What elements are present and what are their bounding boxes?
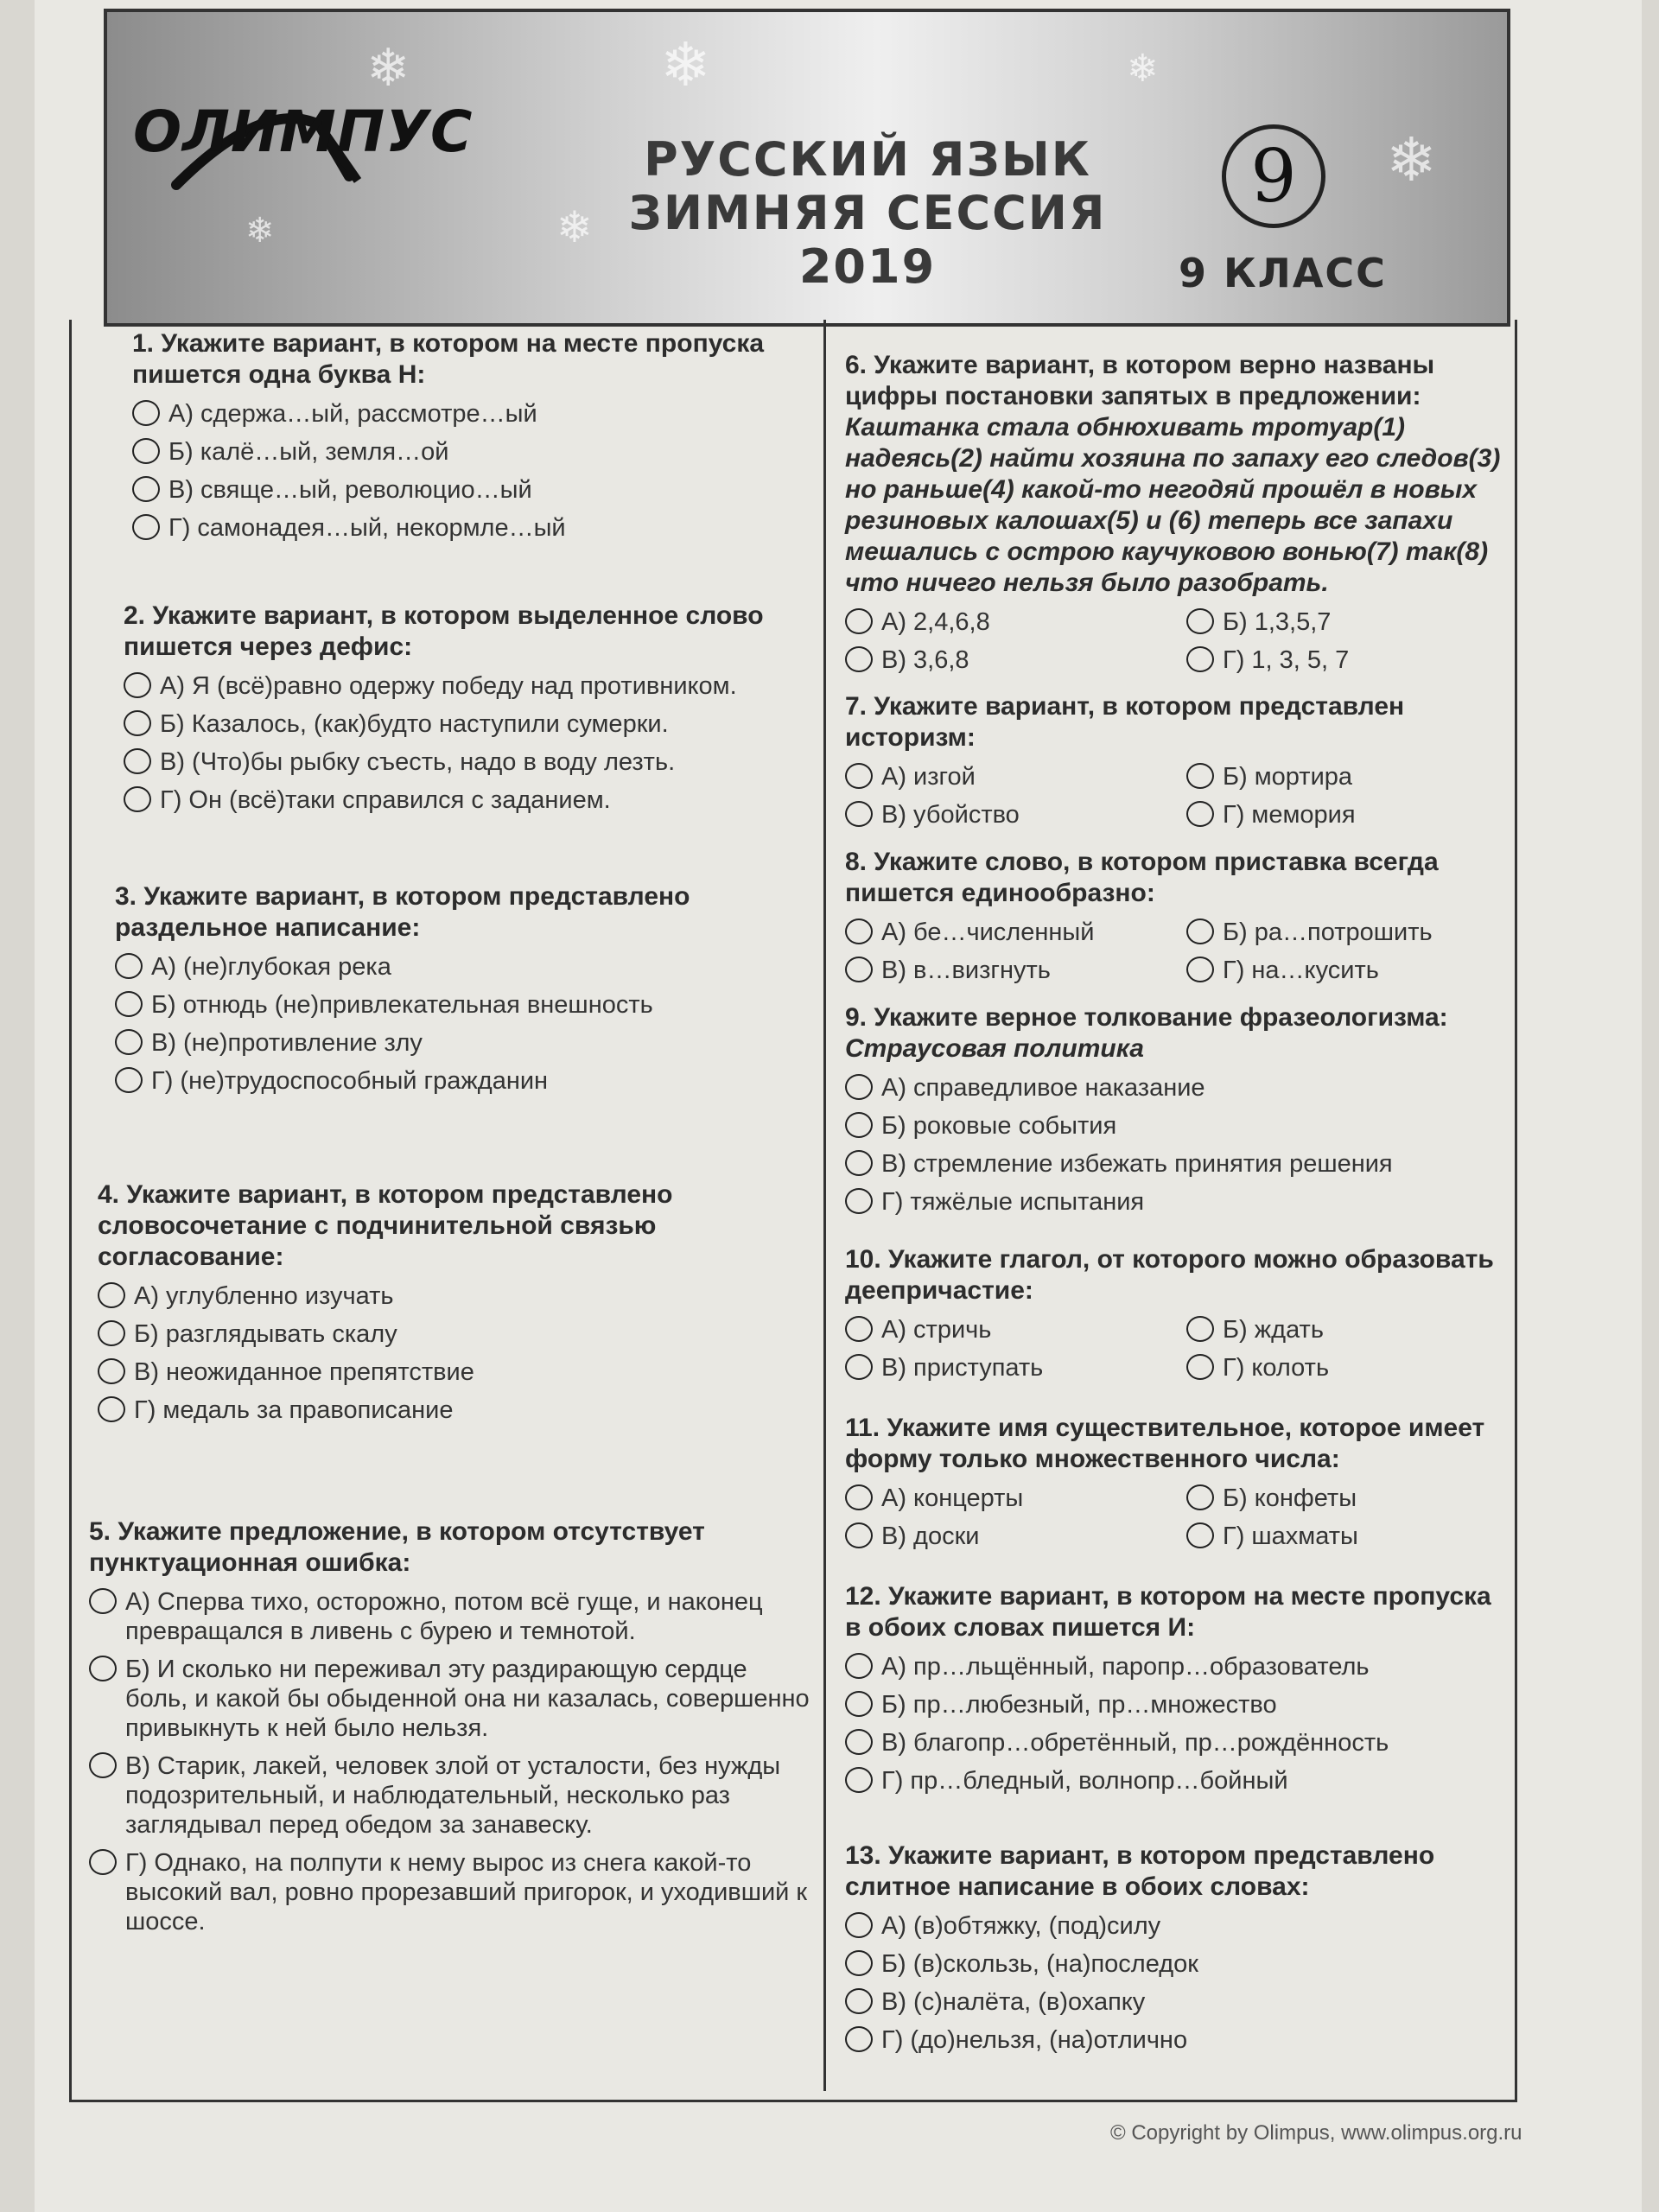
radio-circle[interactable] [124,786,151,812]
question-13 [845,1840,1510,2055]
option-b[interactable]: Б) (в)скользь, (на)последок [845,1949,1510,1979]
option-a[interactable]: А) Я (всё)равно одержу победу над противником. [124,671,815,701]
radio-circle[interactable] [89,1752,117,1778]
radio-circle[interactable] [845,801,873,827]
question-2 [124,601,815,815]
radio-circle[interactable] [1186,1522,1214,1548]
option-g[interactable]: Г) Он (всё)таки справился с заданием. [124,785,815,815]
option-v[interactable]: В) свяще…ый, революцио…ый [132,475,815,505]
radio-circle[interactable] [845,957,873,982]
options-grid [845,909,1510,985]
options-grid [845,1475,1510,1551]
option-v[interactable]: В) убойство [845,800,1169,830]
snowflake-icon: ❄ [1127,47,1159,91]
question-6 [845,350,1510,675]
question-title: 13. Укажите вариант, в котором представлено слитное написание в обоих словах: [845,1841,1435,1901]
option-g[interactable]: Г) 1, 3, 5, 7 [1186,645,1510,675]
question-3 [115,881,815,1096]
option-g[interactable]: Г) колоть [1186,1353,1510,1382]
option-b[interactable]: Б) отнюдь (не)привлекательная внешность [115,990,815,1020]
snowflake-icon: ❄ [660,29,711,100]
option-a[interactable]: А) сдержа…ый, рассмотре…ый [132,399,815,429]
column-divider [823,320,826,2091]
radio-circle[interactable] [845,1354,873,1380]
radio-circle[interactable] [98,1282,125,1308]
option-g[interactable]: Г) (не)трудоспособный гражданин [115,1066,815,1096]
radio-circle[interactable] [1186,646,1214,672]
question-title: 12. Укажите вариант, в котором на месте пропуска в обоих словах пишется И: [845,1582,1491,1642]
option-a[interactable]: А) пр…льщённый, паропр…образователь [845,1652,1510,1681]
radio-circle[interactable] [124,748,151,774]
question-4 [98,1179,806,1425]
question-title: 4. Укажите вариант, в котором представлено словосочетание с подчинительной связью согласование: [98,1180,673,1271]
radio-circle[interactable] [98,1358,125,1384]
option-b[interactable]: Б) разглядывать скалу [98,1319,806,1349]
option-b[interactable]: Б) роковые события [845,1111,1510,1141]
option-b[interactable]: Б) мортира [1186,762,1510,791]
option-a[interactable]: А) изгой [845,762,1169,791]
snowflake-icon: ❄ [245,211,275,251]
radio-circle[interactable] [1186,763,1214,789]
option-g[interactable]: Г) мемория [1186,800,1510,830]
radio-circle[interactable] [124,710,151,736]
radio-circle[interactable] [845,1112,873,1138]
radio-circle[interactable] [132,438,160,464]
question-title: 8. Укажите слово, в котором приставка всегда пишется единообразно: [845,848,1439,907]
question-title: 10. Укажите глагол, от которого можно образовать деепричастие: [845,1245,1494,1305]
session-title: ЗИМНЯЯ СЕССИЯ [628,186,1107,240]
radio-circle[interactable] [845,1074,873,1100]
year-title: 2019 [798,239,937,294]
radio-circle[interactable] [845,1912,873,1938]
radio-circle[interactable] [845,1988,873,2014]
radio-circle[interactable] [845,918,873,944]
question-phrase: Страусовая политика [845,1034,1144,1063]
option-a[interactable]: А) бе…численный [845,918,1169,947]
radio-circle[interactable] [845,1150,873,1176]
radio-circle[interactable] [845,1653,873,1679]
option-v[interactable]: В) (Что)бы рыбку съесть, надо в воду лезть. [124,747,815,777]
option-a[interactable]: А) (не)глубокая река [115,952,815,982]
radio-circle[interactable] [845,1767,873,1793]
radio-circle[interactable] [115,1029,143,1055]
option-b[interactable]: Б) конфеты [1186,1484,1510,1513]
snowflake-icon: ❄ [1386,124,1437,195]
option-a[interactable]: А) углубленно изучать [98,1281,806,1311]
snowflake-icon: ❄ [366,38,410,99]
question-5 [89,1516,815,1936]
option-v[interactable]: В) (с)налёта, (в)охапку [845,1987,1510,2017]
option-g[interactable]: Г) шахматы [1186,1522,1510,1551]
grade-label: 9 КЛАСС [1179,250,1387,296]
radio-circle[interactable] [845,763,873,789]
option-a[interactable]: А) концерты [845,1484,1169,1513]
option-b[interactable]: Б) ждать [1186,1315,1510,1344]
radio-circle[interactable] [98,1320,125,1346]
grade-number: 9 [1222,124,1325,228]
radio-circle[interactable] [845,1691,873,1717]
radio-circle[interactable] [1186,957,1214,982]
title-block [626,133,1109,294]
questions-area [69,320,1517,2102]
option-b[interactable]: Б) пр…любезный, пр…множество [845,1690,1510,1719]
radio-circle[interactable] [845,608,873,634]
radio-circle[interactable] [1186,608,1214,634]
option-b[interactable]: Б) И сколько ни переживал эту раздирающую сердце боль, и какой бы обыденной она ни казалась, совершенно привыкнуть к ней было нельзя. [89,1655,815,1743]
radio-circle[interactable] [115,991,143,1017]
question-9 [845,1002,1510,1217]
question-1 [132,328,815,543]
option-a[interactable]: А) справедливое наказание [845,1073,1510,1103]
option-a[interactable]: А) 2,4,6,8 [845,607,1169,637]
question-12 [845,1581,1510,1796]
radio-circle[interactable] [845,646,873,672]
option-v[interactable]: В) 3,6,8 [845,645,1169,675]
radio-circle[interactable] [115,1067,143,1093]
radio-circle[interactable] [1186,918,1214,944]
radio-circle[interactable] [845,1950,873,1976]
option-v[interactable]: В) доски [845,1522,1169,1551]
radio-circle[interactable] [845,1484,873,1510]
option-v[interactable]: В) стремление избежать принятия решения [845,1149,1510,1179]
radio-circle[interactable] [845,2026,873,2052]
subject-title: РУССКИЙ ЯЗЫК [644,132,1091,187]
option-v[interactable]: В) (не)противление злу [115,1028,815,1058]
question-sentence: Каштанка стала обнюхивать тротуар(1) надеясь(2) найти хозяина по запаху его следов(3) но раньше(4) какой-то негодяй прошёл в новых резиновых калошах(5) и (6) теперь все запахи мешались с острою каучуковою вонью(7) так(8) что ничего нельзя было разобрать. [845,413,1501,597]
option-v[interactable]: В) благопр…обретённый, пр…рождённость [845,1728,1510,1758]
option-a[interactable]: А) стричь [845,1315,1169,1344]
question-title: 7. Укажите вариант, в котором представлен историзм: [845,692,1405,752]
radio-circle[interactable] [89,1656,117,1681]
option-a[interactable]: А) Сперва тихо, осторожно, потом всё гуще, и наконец превращался в ливень с бурею и темнотой. [89,1587,815,1646]
radio-circle[interactable] [124,672,151,698]
answer-sheet [35,0,1642,2212]
option-g[interactable]: Г) тяжёлые испытания [845,1187,1510,1217]
options-grid [845,599,1510,675]
radio-circle[interactable] [1186,1484,1214,1510]
snowflake-icon: ❄ [556,202,593,252]
option-g[interactable]: Г) на…кусить [1186,956,1510,985]
option-v[interactable]: В) неожиданное препятствие [98,1357,806,1387]
option-g[interactable]: Г) самонадея…ый, некормле…ый [132,513,815,543]
radio-circle[interactable] [1186,1316,1214,1342]
radio-circle[interactable] [132,476,160,502]
question-title: 11. Укажите имя существительное, которое имеет форму только множественного числа: [845,1414,1485,1473]
option-a[interactable]: А) (в)обтяжку, (под)силу [845,1911,1510,1941]
option-g[interactable]: Г) Однако, на полпути к нему вырос из снега какой-то высокий вал, ровно прорезавший пригорок, и уходивший к шоссе. [89,1848,815,1936]
radio-circle[interactable] [1186,801,1214,827]
radio-circle[interactable] [89,1849,117,1875]
question-title: 3. Укажите вариант, в котором представлено раздельное написание: [115,882,690,942]
copyright-footer: © Copyright by Olimpus, www.olimpus.org.ru [1110,2121,1522,2145]
radio-circle[interactable] [132,400,160,426]
option-g[interactable]: Г) медаль за правописание [98,1395,806,1425]
question-title: 1. Укажите вариант, в котором на месте пропуска пишется одна буква Н: [132,329,765,389]
radio-circle[interactable] [845,1188,873,1214]
header-banner [104,9,1510,327]
options-grid [845,753,1510,830]
radio-circle[interactable] [1186,1354,1214,1380]
option-v[interactable]: В) в…визгнуть [845,956,1169,985]
question-11 [845,1413,1510,1551]
question-title: 6. Укажите вариант, в котором верно названы цифры постановки запятых в предложении: [845,351,1435,410]
logo-text: ОЛИМПУС [133,99,474,165]
option-v[interactable]: В) Старик, лакей, человек злой от усталости, без нужды подозрительный, и наблюдательный, несколько раз заглядывал перед обедом за занавеску. [89,1751,815,1840]
question-10 [845,1244,1510,1382]
question-title: 5. Укажите предложение, в котором отсутствует пунктуационная ошибка: [89,1517,705,1577]
radio-circle[interactable] [845,1316,873,1342]
question-title: 2. Укажите вариант, в котором выделенное слово пишется через дефис: [124,601,764,661]
radio-circle[interactable] [115,953,143,979]
options-grid [845,1306,1510,1382]
question-8 [845,847,1510,985]
option-b[interactable]: Б) Казалось, (как)будто наступили сумерки. [124,709,815,739]
question-title: 9. Укажите верное толкование фразеологизма: [845,1003,1448,1032]
option-g[interactable]: Г) (до)нельзя, (на)отлично [845,2025,1510,2055]
option-g[interactable]: Г) пр…бледный, волнопр…бойный [845,1766,1510,1796]
radio-circle[interactable] [132,514,160,540]
option-b[interactable]: Б) 1,3,5,7 [1186,607,1510,637]
radio-circle[interactable] [845,1522,873,1548]
option-b[interactable]: Б) ра…потрошить [1186,918,1510,947]
radio-circle[interactable] [845,1729,873,1755]
radio-circle[interactable] [89,1588,117,1614]
radio-circle[interactable] [98,1396,125,1422]
question-7 [845,691,1510,830]
option-b[interactable]: Б) калё…ый, земля…ой [132,437,815,467]
option-v[interactable]: В) приступать [845,1353,1169,1382]
